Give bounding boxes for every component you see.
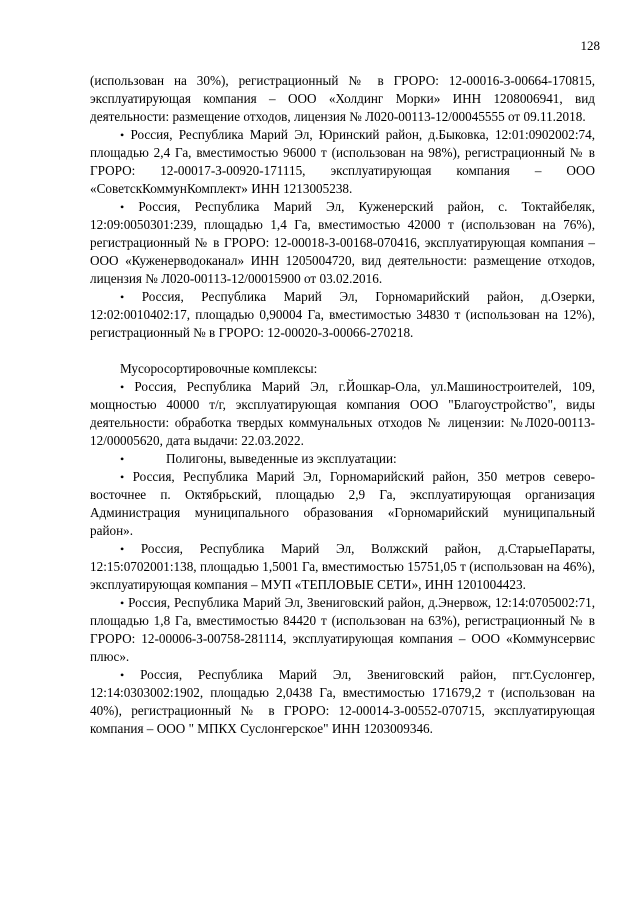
bullet-icon: • [120,380,125,394]
list-item [90,594,595,666]
bullet-icon: • [120,470,125,484]
list-item-text: Россия, Республика Марий Эл, Куженерский район, с. Токтайбеляк, 12:09:0050301:239, площадью 1,4 Га, вместимостью 42000 т (использован на 76%), регистрационный № в ГРОРО: 12-00018-З-00168-070416, эксплуатирующая компания – ООО «Куженерводоканал» ИНН 1205004720, вид деятельности: размещение отходов, лицензия № Л020-00113-12/00015900 от 03.02.2016. [90,199,596,286]
list-item-text: Россия, Республика Марий Эл, Звениговский район, д.Энервож, 12:14:0705002:71, площадью 1,8 Га, вместимостью 84420 т (использован на 63%), регистрационный № в ГРОРО: 12-00006-З-00758-281114, эксплуатирующая компания – ООО «Коммунсервис плюс». [90,595,595,664]
list-item-text: Россия, Республика Марий Эл, Волжский район, д.СтарыеПараты, 12:15:0702001:138, площадью 1,5001 Га, вместимостью 15751,05 т (использован на 46%), эксплуатирующая компания – МУП «ТЕПЛОВЫЕ СЕТИ», ИНН 1201004423. [90,541,595,592]
list-item-text: Полигоны, выведенные из эксплуатации: [166,451,397,466]
bullet-icon: • [120,128,125,142]
list-item [90,126,595,198]
spacer [90,342,595,360]
list-item [90,288,595,342]
list-item-text: Россия, Республика Марий Эл, Звениговский район, пгт.Суслонгер, 12:14:0303002:1902, площадью 2,0438 Га, вместимостью 171679,2 т (использован на 40%), регистрационный № в ГРОРО: 12-00014-З-00552-070715, эксплуатирующая компания – ООО " МПКХ Суслонгерское" ИНН 1203009346. [90,667,596,736]
list-item [90,198,595,288]
page-number: 128 [580,38,600,53]
document-body [90,72,595,738]
list-item [90,666,595,738]
paragraph-continuation: (использован на 30%), регистрационный № в ГРОРО: 12-00016-З-00664-170815, эксплуатирующая компания – ООО «Холдинг Морки» ИНН 1208006941, вид деятельности: размещение отходов, лицензия № Л020-00113-12/00045555 от 09.11.2018. [90,73,595,124]
bullet-icon: • [120,200,125,214]
bullet-icon: • [120,596,125,610]
list-item-text: Россия, Республика Марий Эл, Горномарийский район, 350 метров северо-восточнее п. Октябрьский, площадью 2,9 Га, эксплуатирующая организация Администрация муниципального образования «Горномарийский муниципальный район». [90,469,596,538]
list-item [90,468,595,540]
bullet-icon: • [120,542,125,556]
list-item-text: Россия, Республика Марий Эл, Юринский район, д.Быковка, 12:01:0902002:74, площадью 2,4 Га, вместимостью 96000 т (использован на 98%), регистрационный № в ГРОРО: 12-00017-З-00920-171115, эксплуатирующая компания – ООО «СоветскКоммунКомплект» ИНН 1213005238. [90,127,595,196]
bullet-icon: • [120,452,125,466]
list-item-text: Россия, Республика Марий Эл, Горномарийский район, д.Озерки, 12:02:0010402:17, площадью 0,90004 Га, вместимостью 34830 т (использован на 12%), регистрационный № в ГРОРО: 12-00020-З-00066-270218. [90,289,596,340]
list-item [90,540,595,594]
list-item [90,378,595,450]
section-heading: Мусоросортировочные комплексы: [120,361,318,376]
list-item-text: Россия, Республика Марий Эл, г.Йошкар-Ола, ул.Машиностроителей, 109, мощностью 40000 т/г, эксплуатирующая компания ООО "Благоустройство", виды деятельности: обработка твердых коммунальных отходов № лицензии: №Л020-00113-12/00005620, дата выдачи: 22.03.2022. [90,379,596,448]
bullet-icon: • [120,668,125,682]
list-item [90,450,595,468]
bullet-icon: • [120,290,125,304]
